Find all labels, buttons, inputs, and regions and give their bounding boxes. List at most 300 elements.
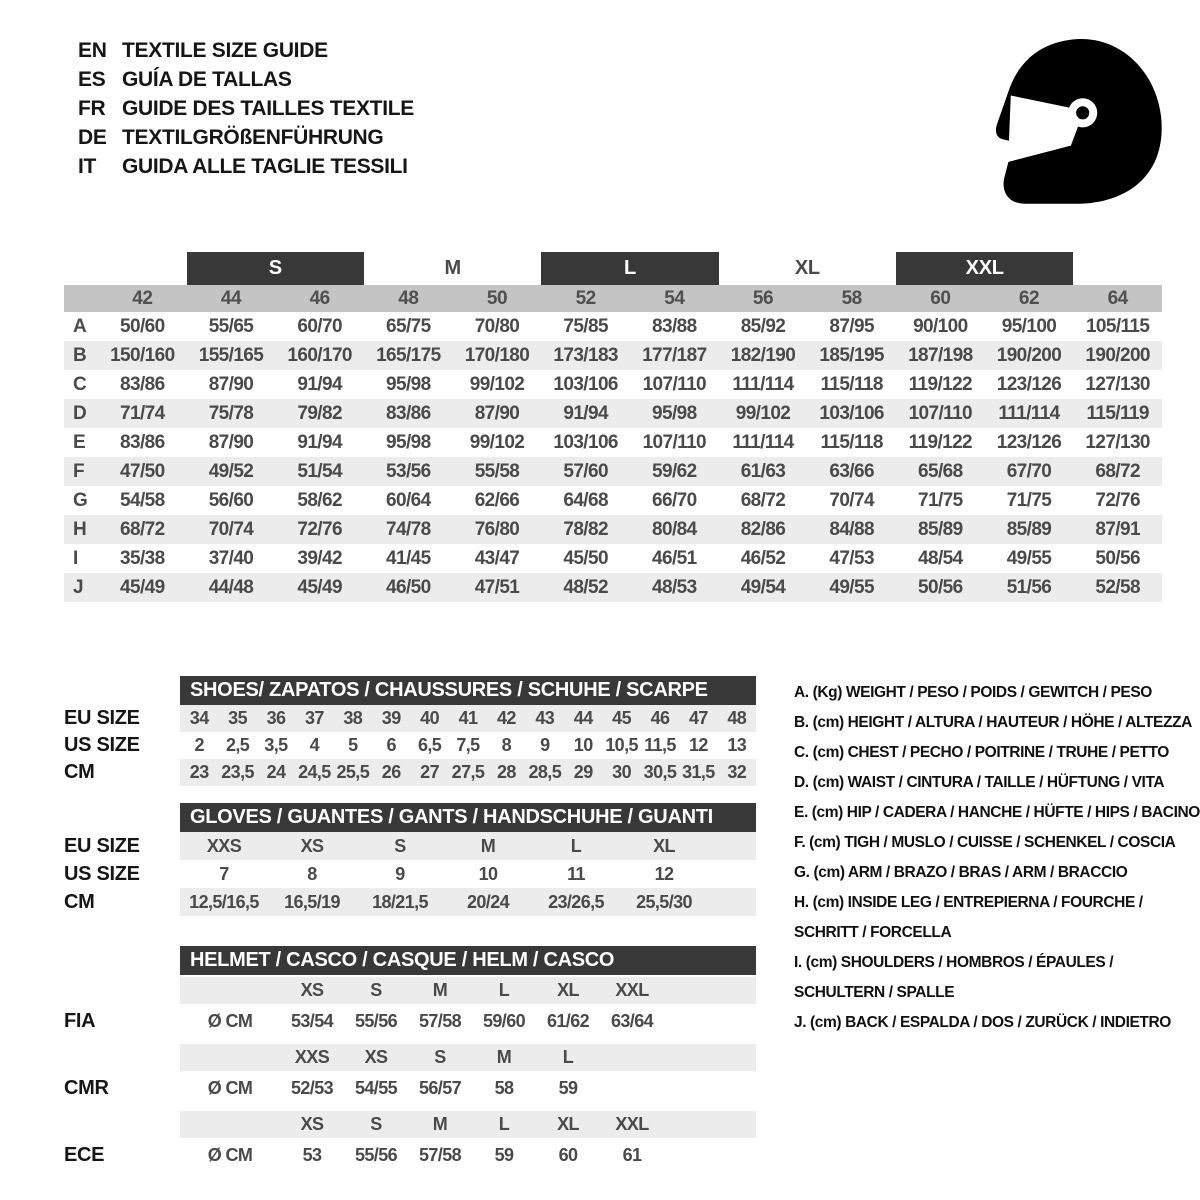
language-row <box>78 123 414 152</box>
helmet-standard-label-fia: FIA <box>64 1009 96 1032</box>
size-cell: 63/66 <box>829 460 874 482</box>
size-band-s: S <box>187 252 364 285</box>
value-cell: 34 <box>189 708 209 728</box>
helmet-values <box>180 1138 756 1172</box>
helmet-standard-label-cmr: CMR <box>64 1076 109 1099</box>
size-cell: 115/118 <box>820 373 883 395</box>
value-cell: 59 <box>494 1144 514 1165</box>
size-cell: 48/52 <box>563 576 608 598</box>
size-cell: 75/78 <box>208 402 254 424</box>
table-row <box>64 705 764 732</box>
value-cell: 5 <box>348 735 358 755</box>
size-cell: 48/54 <box>918 547 963 569</box>
size-cell: 45/49 <box>297 576 342 598</box>
value-cell: 24 <box>266 762 286 782</box>
size-cell: 52/58 <box>1095 576 1140 598</box>
value-cell: 23 <box>189 762 209 782</box>
size-cell: 70/74 <box>208 518 254 540</box>
shoes-section-title: SHOES/ ZAPATOS / CHAUSSURES / SCHUHE / SCARPE <box>180 676 756 705</box>
spacer <box>64 977 180 1004</box>
legend-item: G. (cm) ARM / BRAZO / BRAS / ARM / BRACCIO <box>794 864 1128 881</box>
size-cell: 56/60 <box>208 489 254 511</box>
size-cell: 155/165 <box>198 344 264 366</box>
size-cell: 67/70 <box>1006 460 1052 482</box>
value-cell: 18/21,5 <box>372 891 428 912</box>
table-row <box>64 457 1162 486</box>
language-title: GUÍA DE TALLAS <box>122 68 292 91</box>
table-row <box>64 312 1162 341</box>
helmet-size-cell: L <box>562 1047 574 1067</box>
size-band-xl: XL <box>794 257 820 279</box>
language-row <box>78 36 414 65</box>
size-cell: 64/68 <box>563 489 608 511</box>
size-cell: 105/115 <box>1085 315 1150 337</box>
value-cell: 23,5 <box>221 762 254 782</box>
size-cell: 78/82 <box>563 518 608 540</box>
size-cell: 71/75 <box>1006 489 1052 511</box>
numeric-size-cell: 62 <box>1018 287 1040 309</box>
size-cell: 85/89 <box>1006 518 1052 540</box>
helmet-size-cell: XL <box>557 1114 579 1134</box>
size-cell: 49/55 <box>1006 547 1052 569</box>
size-band-xxl: XXL <box>896 252 1073 285</box>
unit-label: Ø CM <box>207 1010 253 1031</box>
size-cell: 91/94 <box>297 373 342 395</box>
size-cell: 49/54 <box>740 576 786 598</box>
helmet-table <box>64 977 764 1172</box>
legend-item: J. (cm) BACK / ESPALDA / DOS / ZURÜCK / INDIETRO <box>794 1014 1171 1031</box>
value-cell: 12,5/16,5 <box>189 891 259 912</box>
helmet-size-header-row <box>64 977 764 1004</box>
table-row <box>64 860 764 888</box>
language-code: ES <box>78 68 106 91</box>
size-cell: 87/90 <box>208 373 254 395</box>
value-cell: 27,5 <box>451 762 485 782</box>
spacer <box>180 977 280 1004</box>
size-cell: 173/183 <box>553 344 618 366</box>
value-cell: 12 <box>654 863 674 884</box>
full-face-helmet-icon <box>972 30 1177 212</box>
helmet-size-cell: M <box>432 980 448 1000</box>
helmet-size-cell: M <box>496 1047 512 1067</box>
value-cell: 55/56 <box>354 1144 398 1165</box>
size-cell: 87/90 <box>474 402 520 424</box>
size-cell: 115/118 <box>820 431 883 453</box>
value-cell: 57/58 <box>418 1010 462 1031</box>
value-cell: 7,5 <box>456 735 480 755</box>
row-letter: G <box>73 489 88 511</box>
size-cell: 111/114 <box>732 431 794 453</box>
table-row <box>64 888 764 916</box>
helmet-size-cell: XS <box>364 1047 388 1067</box>
size-cell: 95/98 <box>386 431 431 453</box>
size-cell: 103/106 <box>819 402 884 424</box>
helmet-values <box>180 1004 756 1038</box>
unit-label: Ø CM <box>207 1144 253 1165</box>
language-title: TEXTILGRÖßENFÜHRUNG <box>122 126 384 149</box>
value-cell: 6 <box>386 735 396 755</box>
value-cell: 44 <box>573 708 593 728</box>
helmet-standard-label-ece: ECE <box>64 1143 105 1166</box>
language-row <box>78 94 414 123</box>
numeric-size-cell: 56 <box>752 287 774 309</box>
value-cell: 56/57 <box>418 1077 462 1098</box>
legend-item: C. (cm) CHEST / PECHO / POITRINE / TRUHE / PETTO <box>794 744 1169 761</box>
language-row <box>78 65 414 94</box>
size-cell: 95/100 <box>1001 315 1057 337</box>
size-cell: 91/94 <box>297 431 342 453</box>
value-cell: 47 <box>688 708 708 728</box>
helmet-size-cell: XXL <box>615 1114 649 1134</box>
table-row <box>64 573 1162 602</box>
value-cell: 35 <box>228 708 247 728</box>
size-cell: 50/56 <box>1095 547 1140 569</box>
size-cell: 44/48 <box>208 576 254 598</box>
value-cell: 37 <box>304 708 324 728</box>
helmet-size-cell: S <box>370 1114 382 1134</box>
size-cell: 74/78 <box>386 518 431 540</box>
size-cell: 41/45 <box>386 547 431 569</box>
helmet-size-cell: L <box>498 1114 510 1134</box>
row-values <box>180 759 756 786</box>
size-cell: 90/100 <box>913 315 968 337</box>
size-cell: 51/54 <box>297 460 342 482</box>
size-cell: 99/102 <box>469 431 525 453</box>
value-cell: 30 <box>612 762 631 782</box>
helmet-value-row <box>64 1071 764 1105</box>
spacer <box>180 1044 280 1071</box>
value-cell: XXS <box>206 835 242 856</box>
value-cell: XL <box>653 835 675 856</box>
size-cell: 91/94 <box>563 402 608 424</box>
size-cell: 83/86 <box>120 373 165 395</box>
value-cell: 45 <box>612 708 631 728</box>
numeric-size-cell: 58 <box>841 287 862 309</box>
size-cell: 107/110 <box>908 402 973 424</box>
size-cell: 87/91 <box>1095 518 1140 540</box>
size-band-l: L <box>541 252 718 285</box>
size-cell: 85/92 <box>740 315 786 337</box>
helmet-size-headers <box>180 1111 756 1138</box>
value-cell: XS <box>300 835 324 856</box>
size-cell: 37/40 <box>208 547 254 569</box>
gloves-title-row <box>64 803 764 832</box>
gloves-section-title: GLOVES / GUANTES / GANTS / HANDSCHUHE / GUANTI <box>180 803 756 832</box>
helmet-size-header-row <box>64 1044 764 1071</box>
row-values <box>180 705 756 732</box>
size-cell: 127/130 <box>1085 373 1150 395</box>
row-label: US SIZE <box>64 862 140 885</box>
value-cell: 42 <box>496 708 516 728</box>
size-cell: 87/95 <box>829 315 874 337</box>
value-cell: 11 <box>567 863 585 884</box>
size-cell: 83/86 <box>120 431 165 453</box>
value-cell: 25,5 <box>336 762 370 782</box>
size-cell: 46/52 <box>740 547 786 569</box>
measurement-legend <box>794 678 1200 1038</box>
size-cell: 79/82 <box>297 402 342 424</box>
legend-item: D. (cm) WAIST / CINTURA / TAILLE / HÜFTUNG / VITA <box>794 774 1165 791</box>
size-cell: 68/72 <box>120 518 165 540</box>
legend-item: H. (cm) INSIDE LEG / ENTREPIERNA / FOURCHE / SCHRITT / FORCELLA <box>794 894 1143 941</box>
gloves-table <box>64 832 764 916</box>
legend-item: I. (cm) SHOULDERS / HOMBROS / ÉPAULES / SCHULTERN / SPALLE <box>794 954 1114 1001</box>
size-cell: 35/38 <box>120 547 165 569</box>
row-letter: J <box>73 576 84 598</box>
size-cell: 59/62 <box>652 460 697 482</box>
value-cell: 60 <box>558 1144 578 1165</box>
size-cell: 190/200 <box>1085 344 1150 366</box>
helmet-size-cell: XS <box>300 980 324 1000</box>
value-cell: 63/64 <box>610 1010 654 1031</box>
language-title: GUIDA ALLE TAGLIE TESSILI <box>122 155 408 178</box>
value-cell: 43 <box>535 708 555 728</box>
numeric-header-gutter <box>64 285 98 312</box>
value-cell: 58 <box>494 1077 514 1098</box>
size-cell: 103/106 <box>553 373 618 395</box>
size-band-m: M <box>444 257 461 279</box>
row-label: EU SIZE <box>64 707 140 729</box>
size-cell: 119/122 <box>908 431 973 453</box>
helmet-section-title: HELMET / CASCO / CASQUE / HELM / CASCO <box>180 946 756 975</box>
size-cell: 43/47 <box>474 547 520 569</box>
value-cell: 9 <box>395 863 405 884</box>
numeric-size-cell: 42 <box>132 287 153 309</box>
numeric-size-cell: 50 <box>486 287 508 309</box>
language-code: EN <box>78 39 107 62</box>
value-cell: 39 <box>381 708 401 728</box>
numeric-size-cell: 60 <box>930 287 951 309</box>
size-cell: 68/72 <box>740 489 786 511</box>
size-cell: 55/65 <box>208 315 254 337</box>
row-letter: I <box>73 547 79 569</box>
spacer <box>64 676 180 705</box>
size-cell: 80/84 <box>652 518 697 540</box>
helmet-value-row <box>64 1004 764 1038</box>
table-row <box>64 486 1162 515</box>
size-cell: 87/90 <box>208 431 254 453</box>
size-cell: 107/110 <box>642 373 707 395</box>
table-row <box>64 341 1162 370</box>
accessory-size-tables <box>64 676 764 1178</box>
value-cell: 10,5 <box>605 735 638 755</box>
shoes-table <box>64 705 764 786</box>
size-cell: 45/50 <box>563 547 608 569</box>
size-cell: 53/56 <box>386 460 431 482</box>
table-row <box>64 399 1162 428</box>
spacer <box>64 803 180 832</box>
size-cell: 51/56 <box>1006 576 1052 598</box>
helmet-values <box>180 1071 756 1105</box>
size-cell: 190/200 <box>996 344 1062 366</box>
table-row <box>64 515 1162 544</box>
value-cell: 10 <box>573 735 593 755</box>
numeric-size-cell: 64 <box>1107 287 1128 309</box>
size-cell: 65/75 <box>386 315 431 337</box>
size-cell: 99/102 <box>735 402 791 424</box>
value-cell: 54/55 <box>354 1077 398 1098</box>
value-cell: 59 <box>558 1077 578 1098</box>
value-cell: 41 <box>458 708 478 728</box>
numeric-size-cell: 48 <box>398 287 419 309</box>
value-cell: 30,5 <box>643 762 677 782</box>
row-values <box>180 860 756 888</box>
size-cell: 83/86 <box>386 402 431 424</box>
size-cell: 45/49 <box>120 576 165 598</box>
value-cell: 55/56 <box>354 1010 398 1031</box>
size-cell: 71/74 <box>120 402 165 424</box>
row-letter: A <box>73 315 87 337</box>
size-cell: 47/51 <box>474 576 520 598</box>
row-letter: E <box>73 431 86 453</box>
size-cell: 66/70 <box>652 489 697 511</box>
value-cell: 27 <box>420 762 439 782</box>
helmet-size-cell: M <box>432 1114 448 1134</box>
language-row <box>78 152 414 181</box>
size-cell: 65/68 <box>918 460 963 482</box>
value-cell: 10 <box>478 863 498 884</box>
helmet-size-cell: XL <box>557 980 579 1000</box>
size-cell: 123/126 <box>996 431 1062 453</box>
helmet-size-cell: S <box>370 980 382 1000</box>
size-cell: 99/102 <box>469 373 525 395</box>
row-values <box>180 888 756 916</box>
value-cell: 32 <box>727 762 747 782</box>
helmet-size-cell: S <box>434 1047 446 1067</box>
row-label: CM <box>64 890 95 913</box>
helmet-size-headers <box>180 977 756 1004</box>
size-cell: 84/88 <box>829 518 874 540</box>
textile-size-table <box>64 252 1162 602</box>
value-cell: 59/60 <box>482 1010 526 1031</box>
measurement-rows <box>64 312 1162 602</box>
language-title: TEXTILE SIZE GUIDE <box>122 39 328 62</box>
size-cell: 76/80 <box>474 518 520 540</box>
size-cell: 187/198 <box>908 344 973 366</box>
spacer <box>64 1111 180 1138</box>
value-cell: 8 <box>501 735 512 755</box>
value-cell: 25,5/30 <box>636 891 692 912</box>
size-cell: 75/85 <box>563 315 608 337</box>
value-cell: 31,5 <box>682 762 715 782</box>
value-cell: 29 <box>573 762 593 782</box>
size-cell: 123/126 <box>996 373 1062 395</box>
size-cell: 49/52 <box>208 460 254 482</box>
size-cell: 46/51 <box>652 547 697 569</box>
row-values <box>180 832 756 860</box>
size-cell: 119/122 <box>908 373 973 395</box>
size-cell: 61/63 <box>740 460 786 482</box>
size-cell: 48/53 <box>652 576 697 598</box>
value-cell: 2 <box>194 735 204 755</box>
value-cell: 48 <box>727 708 747 728</box>
language-code: IT <box>78 155 97 178</box>
table-row <box>64 732 764 759</box>
size-cell: 150/160 <box>110 344 175 366</box>
row-letter: C <box>73 373 87 395</box>
helmet-size-header-row <box>64 1111 764 1138</box>
value-cell: S <box>394 835 406 856</box>
size-cell: 54/58 <box>120 489 165 511</box>
size-cell: 71/75 <box>918 489 963 511</box>
value-cell: 7 <box>219 863 229 884</box>
value-cell: 3,5 <box>264 735 288 755</box>
value-cell: 61 <box>622 1144 642 1165</box>
value-cell: 61/62 <box>546 1010 590 1031</box>
value-cell: 13 <box>727 735 747 755</box>
size-cell: 82/86 <box>740 518 786 540</box>
numeric-size-cell: 46 <box>309 287 330 309</box>
value-cell: 28 <box>496 762 516 782</box>
row-label: CM <box>64 761 95 783</box>
row-label: EU SIZE <box>64 834 140 857</box>
size-cell: 50/56 <box>918 576 963 598</box>
numeric-size-cell: 54 <box>664 287 685 309</box>
size-cell: 47/50 <box>120 460 165 482</box>
value-cell: 8 <box>307 863 317 884</box>
size-cell: 182/190 <box>730 344 796 366</box>
table-row <box>64 544 1162 573</box>
value-cell: 57/58 <box>418 1144 462 1165</box>
shoes-title-row <box>64 676 764 705</box>
size-cell: 72/76 <box>297 518 342 540</box>
helmet-size-cell: XXL <box>615 980 649 1000</box>
value-cell: 53/54 <box>290 1010 334 1031</box>
value-cell: 16,5/19 <box>284 891 340 912</box>
value-cell: 52/53 <box>290 1077 334 1098</box>
helmet-size-cell: L <box>498 980 510 1000</box>
legend-item: B. (cm) HEIGHT / ALTURA / HAUTEUR / HÖHE / ALTEZZA <box>794 714 1192 731</box>
size-cell: 68/72 <box>1095 460 1140 482</box>
size-cell: 62/66 <box>474 489 520 511</box>
value-cell: 12 <box>688 735 708 755</box>
value-cell: 24,5 <box>298 762 331 782</box>
helmet-size-cell: XXS <box>294 1047 330 1067</box>
table-row <box>64 370 1162 399</box>
size-cell: 72/76 <box>1095 489 1140 511</box>
size-cell: 39/42 <box>297 547 342 569</box>
size-cell: 58/62 <box>297 489 342 511</box>
size-cell: 107/110 <box>642 431 707 453</box>
size-cell: 47/53 <box>829 547 874 569</box>
value-cell: L <box>570 835 582 856</box>
row-values <box>180 732 756 759</box>
size-band-row <box>64 252 1162 285</box>
language-code: DE <box>78 126 107 149</box>
numeric-size-cell: 52 <box>575 287 596 309</box>
helmet-value-row <box>64 1138 764 1172</box>
value-cell: 20/24 <box>466 891 510 912</box>
helmet-size-headers <box>180 1044 756 1071</box>
language-title: GUIDE DES TAILLES TEXTILE <box>122 97 414 120</box>
value-cell: 4 <box>309 735 320 755</box>
numeric-size-cell: 44 <box>220 287 242 309</box>
size-cell: 165/175 <box>376 344 441 366</box>
value-cell: 40 <box>420 708 439 728</box>
size-cell: 177/187 <box>642 344 707 366</box>
size-cell: 127/130 <box>1085 431 1150 453</box>
unit-label: Ø CM <box>207 1077 253 1098</box>
size-cell: 160/170 <box>287 344 352 366</box>
size-cell: 85/89 <box>918 518 963 540</box>
numeric-size-header-row <box>64 285 1162 312</box>
value-cell: 6,5 <box>417 735 442 755</box>
size-cell: 115/119 <box>1086 402 1149 424</box>
row-label: US SIZE <box>64 734 140 756</box>
size-cell: 95/98 <box>652 402 697 424</box>
size-cell: 57/60 <box>563 460 608 482</box>
table-row <box>64 832 764 860</box>
